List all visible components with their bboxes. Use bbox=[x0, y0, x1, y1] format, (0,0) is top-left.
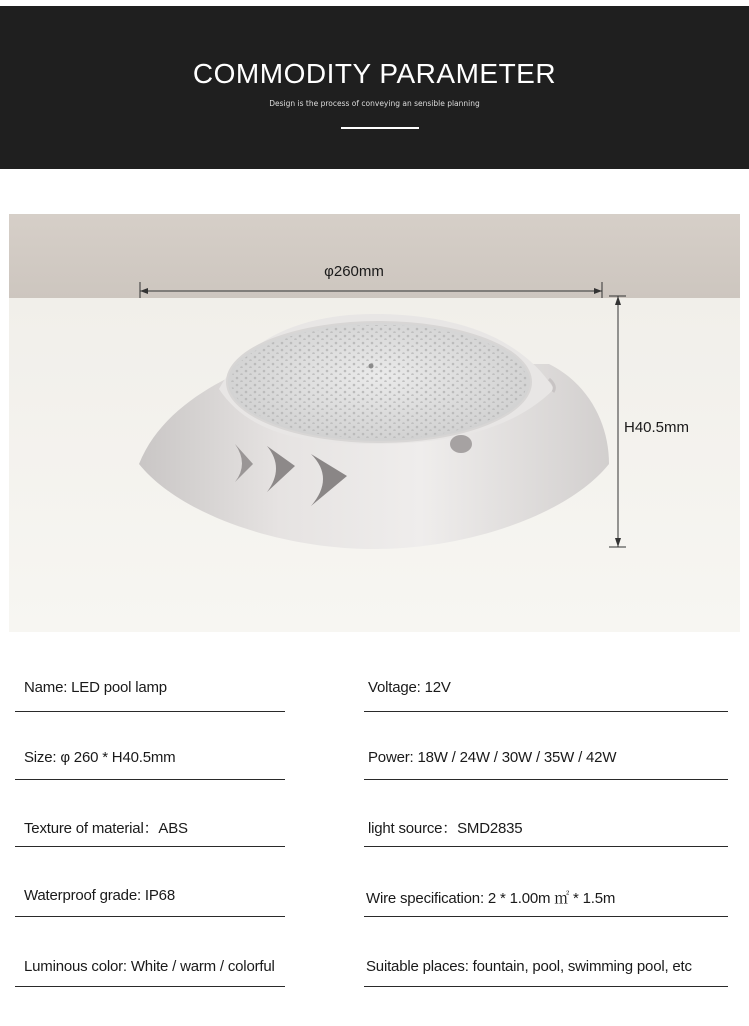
divider bbox=[364, 916, 728, 917]
diameter-label: φ260mm bbox=[324, 263, 384, 280]
led-array bbox=[231, 325, 527, 439]
param-voltage: Voltage: 12V bbox=[368, 679, 451, 696]
background-wall bbox=[9, 214, 740, 298]
pool-lamp-illustration bbox=[9, 214, 740, 632]
banner-title: COMMODITY PARAMETER bbox=[192, 58, 557, 89]
divider bbox=[364, 986, 728, 987]
param-color: Luminous color: White / warm / colorful bbox=[24, 958, 275, 975]
product-photo bbox=[9, 214, 740, 632]
param-name: Name: LED pool lamp bbox=[24, 679, 167, 696]
param-light-source: light source：SMD2835 bbox=[368, 820, 523, 837]
banner-divider bbox=[341, 127, 419, 129]
divider bbox=[15, 711, 285, 712]
divider bbox=[15, 779, 285, 780]
lens-center-screw bbox=[369, 364, 374, 369]
divider bbox=[364, 779, 728, 780]
header-banner bbox=[0, 6, 749, 169]
divider bbox=[364, 846, 728, 847]
height-label: H40.5mm bbox=[624, 419, 690, 436]
banner-subtitle: Design is the process of conveying an sensible planning bbox=[269, 99, 480, 108]
divider bbox=[364, 711, 728, 712]
divider bbox=[15, 986, 285, 987]
divider bbox=[15, 846, 285, 847]
param-places: Suitable places: fountain, pool, swimming pool, etc bbox=[366, 958, 692, 975]
side-hole bbox=[450, 435, 472, 453]
param-wire: Wire specification: 2 * 1.00m ㎡ * 1.5m bbox=[366, 890, 616, 907]
param-waterproof: Waterproof grade: IP68 bbox=[24, 887, 175, 904]
param-material: Texture of material：ABS bbox=[24, 820, 188, 837]
param-size: Size: φ 260 * H40.5mm bbox=[24, 749, 176, 766]
divider bbox=[15, 916, 285, 917]
param-power: Power: 18W / 24W / 30W / 35W / 42W bbox=[368, 749, 617, 766]
